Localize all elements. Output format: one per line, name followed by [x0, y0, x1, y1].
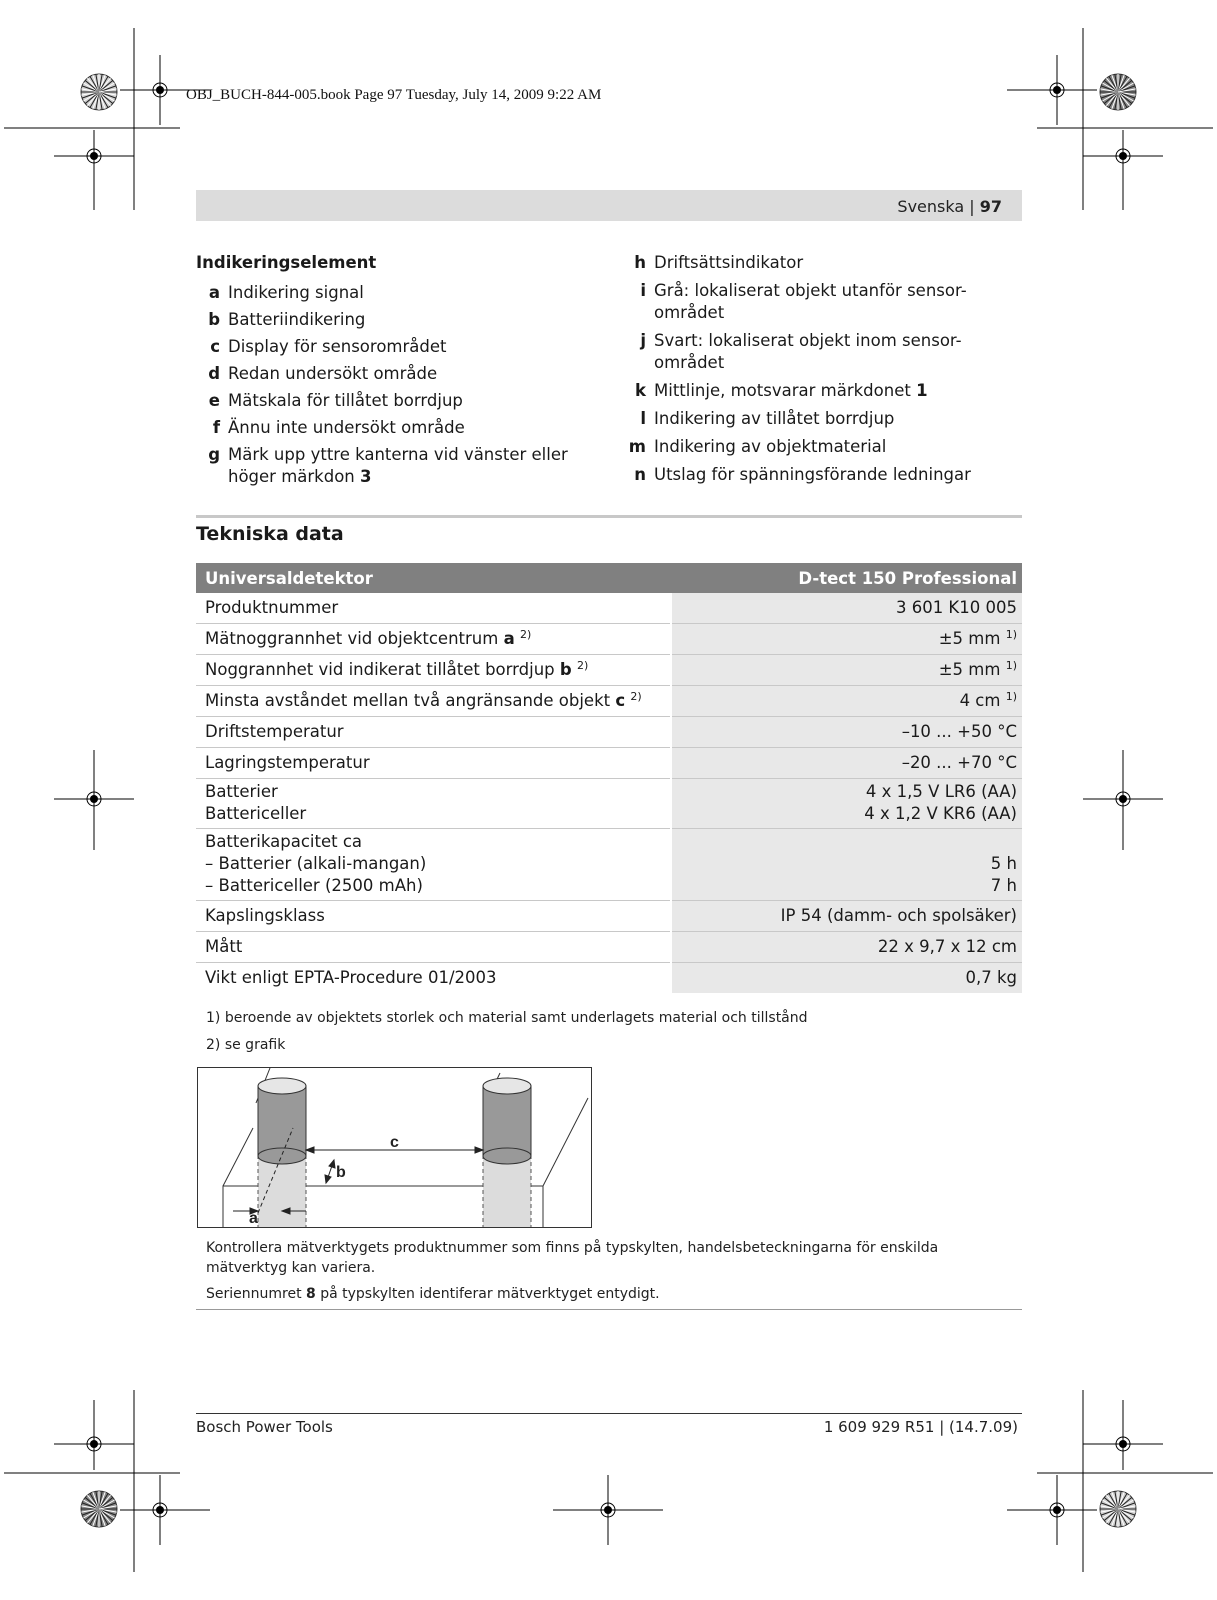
note-product-number: Kontrollera mätverktygets produktnummer som finns på typskylten, handelsbeteckningarna för enskilda mätverktyg kan variera.	[206, 1240, 939, 1276]
list-item: k Mittlinje, motsvarar märkdonet 1	[635, 381, 928, 400]
measurement-diagram	[198, 1068, 591, 1227]
divider	[196, 1309, 1022, 1310]
table-row: Mätnoggrannhet vid objektcentrum a $^{2)}$ ±5 mm $^{1)}$	[196, 624, 1022, 655]
table-row: Minsta avståndet mellan två angränsande objekt c $^{2)}$ 4 cm $^{1)}$	[196, 686, 1022, 717]
footer-divider	[196, 1413, 1022, 1414]
table-row: Noggrannhet vid indikerat tillåtet borrdjup b $^{2)}$ ±5 mm $^{1)}$	[196, 655, 1022, 686]
header-separator: |	[969, 197, 975, 216]
label-a: a	[249, 1210, 258, 1227]
list-item: j Svart: lokaliserat objekt inom sensor-området	[640, 331, 962, 372]
header-language-page	[897, 197, 1002, 216]
footnote-1: 1) beroende av objektets storlek och material samt underlagets material och tillstånd	[206, 1010, 808, 1026]
table-row: Produktnummer 3 601 K10 005	[196, 593, 1022, 624]
list-item: a Indikering signal	[208, 283, 364, 302]
list-item: c Display för sensorområdet	[210, 337, 447, 356]
section-divider	[196, 515, 1022, 518]
table-row: Batterikapacitet ca – Batterier (alkali-mangan) – Battericeller (2500 mAh) 5 h 7 h	[196, 829, 1022, 901]
note-serial-number: Seriennumret 8 på typskylten identiferar mätverktyget entydigt.	[206, 1286, 660, 1302]
table-header-row	[196, 563, 1022, 593]
table-row: Lagringstemperatur –20 ... +70 °C	[196, 748, 1022, 779]
table-row: Vikt enligt EPTA-Procedure 01/2003 0,7 kg	[196, 963, 1022, 994]
page-header	[196, 190, 1022, 221]
list-item: g Märk upp yttre kanterna vid vänster eller höger märkdon 3	[208, 445, 568, 486]
table-header-label: Universaldetektor	[196, 563, 671, 593]
tech-data-table	[196, 563, 1022, 993]
footer-left: Bosch Power Tools	[196, 1418, 333, 1436]
tech-data-title: Tekniska data	[196, 523, 344, 545]
indicator-section-title: Indikeringselement	[196, 253, 377, 272]
table-row: Driftstemperatur –10 ... +50 °C	[196, 717, 1022, 748]
footer-right: 1 609 929 R51 | (14.7.09)	[823, 1418, 1018, 1436]
list-item: m Indikering av objektmaterial	[628, 437, 887, 456]
label-c: c	[390, 1134, 399, 1151]
table-row: Mått 22 x 9,7 x 12 cm	[196, 932, 1022, 963]
label-b: b	[336, 1164, 346, 1181]
list-item: e Mätskala för tillåtet borrdjup	[208, 391, 463, 410]
table-row: Kapslingsklass IP 54 (damm- och spolsäker)	[196, 901, 1022, 932]
list-item: l Indikering av tillåtet borrdjup	[640, 409, 895, 428]
page-number: 97	[979, 197, 1002, 216]
list-item: b Batteriindikering	[208, 310, 366, 329]
table-header-model: D-tect 150 Professional	[671, 563, 1022, 593]
footnote-2: 2) se grafik	[206, 1037, 286, 1053]
indicator-list-left	[196, 252, 596, 493]
list-item: f Ännu inte undersökt område	[212, 418, 465, 437]
header-language: Svenska	[897, 197, 965, 216]
list-item: i Grå: lokaliserat objekt utanför sensor-området	[640, 281, 967, 322]
indicator-list-right	[628, 252, 1022, 492]
list-item: h Driftsättsindikator	[634, 253, 804, 272]
measurement-figure	[197, 1067, 592, 1228]
print-slug: OBJ_BUCH-844-005.book Page 97 Tuesday, July 14, 2009 9:22 AM	[186, 87, 602, 103]
table-row: Batterier Battericeller 4 x 1,5 V LR6 (AA) 4 x 1,2 V KR6 (AA)	[196, 779, 1022, 829]
list-item: n Utslag för spänningsförande ledningar	[634, 465, 971, 484]
list-item: d Redan undersökt område	[208, 364, 438, 383]
